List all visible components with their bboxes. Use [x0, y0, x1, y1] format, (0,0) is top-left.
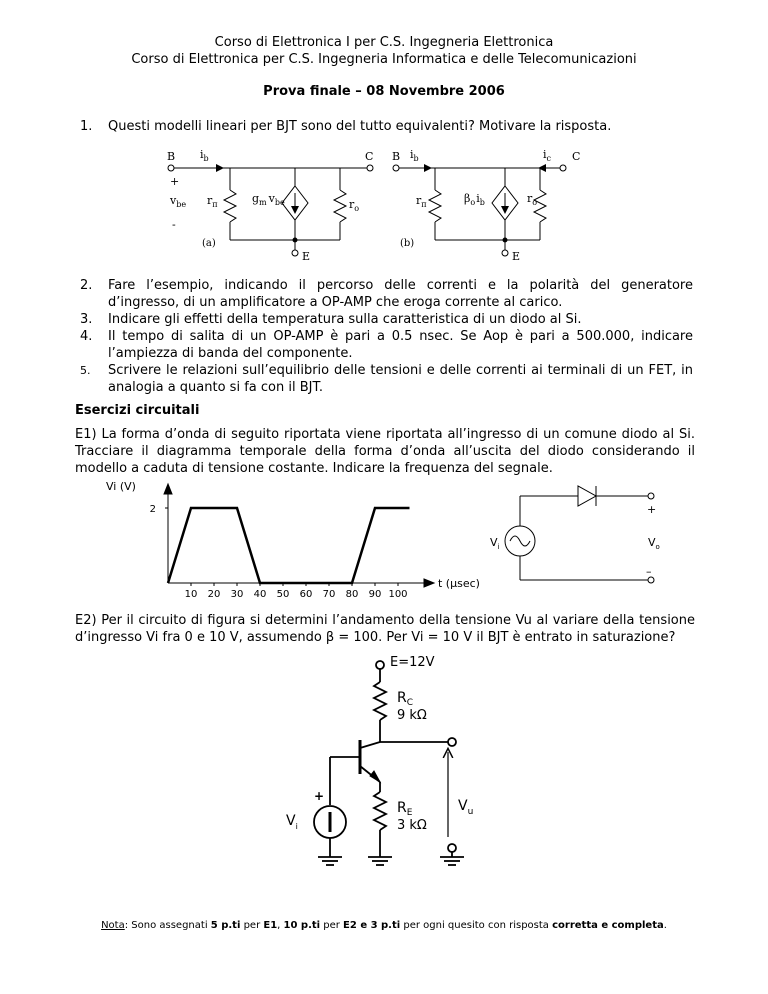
plus-label: + — [170, 175, 180, 188]
bjt-model-b — [393, 165, 566, 256]
question-number: 5. — [80, 364, 91, 377]
exercise-e1-text: E1) La forma d’onda di seguito riportata viene riportata all’ingresso di un comune diodo al Si. Tracciare il diagramma temporale della forma d’onda all’uscita del diodo considerando il modello a caduta di tensione costante. Indicare la frequenza del segnale. — [75, 427, 695, 476]
y-tick-label: 2 — [149, 504, 156, 515]
question-4 — [0, 328, 768, 362]
ib-label: $i_b$ — [410, 148, 419, 163]
x-tick-label: 100 — [388, 589, 408, 598]
rc-resistor — [374, 682, 386, 720]
section-title: Esercizi circuitali — [75, 403, 200, 418]
plus-label: + — [314, 789, 325, 803]
question-text: Fare l’esempio, indicando il percorso delle correnti e la polarità del generatore d’ingresso, di un amplificatore a OP-AMP che eroga corrente al carico. — [108, 278, 693, 310]
re-label: $R_E$ — [397, 800, 413, 818]
node-e-label: E — [302, 250, 311, 263]
bjt-model-a — [168, 165, 373, 256]
vbe-label: $v_{be}$ — [170, 194, 187, 209]
question-text: Il tempo di salita di un OP-AMP è pari a 0.5 nsec. Se Aop è pari a 500.000, indicare l’ampiezza di banda del componente. — [108, 329, 693, 361]
re-value: 3 kΩ — [397, 818, 427, 833]
rpi-label: $r_\pi$ — [207, 194, 218, 209]
question-text: Scrivere le relazioni sull’equilibrio delle tensioni e delle correnti ai terminali di un FET, in analogia a quanto si fa con il BJT. — [108, 363, 693, 395]
x-tick-label: 60 — [299, 589, 313, 598]
question-number: 4. — [80, 329, 93, 344]
e2-bjt-circuit — [270, 652, 530, 882]
vu-label: $V_u$ — [458, 798, 474, 817]
supply-label: E=12V — [390, 655, 435, 670]
waveform-line — [168, 508, 410, 583]
x-tick-label: 70 — [322, 589, 336, 598]
vi-label: $V_i$ — [490, 536, 500, 551]
x-tick-label: 90 — [368, 589, 382, 598]
rc-value: 9 kΩ — [397, 708, 427, 723]
node-b-label: B — [392, 150, 401, 163]
diode-icon — [578, 486, 596, 506]
exam-title: Prova finale – 08 Novembre 2006 — [263, 84, 505, 99]
caption-b: (b) — [400, 238, 415, 249]
x-axis-label: t (μsec) — [438, 577, 480, 590]
node-c-label: C — [365, 150, 374, 163]
x-tick-label: 80 — [345, 589, 359, 598]
node-b-label: B — [167, 150, 176, 163]
node-c-label: C — [572, 150, 581, 163]
plus-label: + — [647, 503, 657, 516]
question-number: 3. — [80, 312, 93, 327]
question-number: 1. — [80, 119, 93, 134]
minus-label: - — [172, 218, 176, 231]
minus-label: – — [646, 565, 652, 578]
rpi-label: $r_\pi$ — [416, 194, 427, 209]
re-resistor — [374, 792, 386, 830]
bjt-models-figure — [160, 140, 600, 265]
x-tick-label: 40 — [253, 589, 267, 598]
x-tick-label: 30 — [230, 589, 244, 598]
caption-a: (a) — [202, 238, 216, 249]
question-number: 2. — [80, 278, 93, 293]
x-tick-label: 10 — [184, 589, 198, 598]
ro-label: $r_o$ — [349, 198, 360, 213]
gm-vbe-label: $g_m$ $v_{be}$ — [252, 192, 285, 207]
x-tick-label: 50 — [276, 589, 290, 598]
beta-ib-label: $\beta_oi_b$ — [464, 192, 485, 207]
ro-label: $r_o$ — [527, 192, 538, 207]
question-5 — [0, 362, 768, 396]
vo-label: $V_o$ — [648, 536, 660, 551]
y-axis-label: Vi (V) — [106, 480, 136, 493]
question-text: Questi modelli lineari per BJT sono del tutto equivalenti? Motivare la risposta. — [108, 119, 612, 134]
e1-diode-circuit — [490, 478, 680, 608]
vi-label: $V_i$ — [286, 813, 298, 831]
question-text: Indicare gli effetti della temperatura sulla caratteristica di un diodo al Si. — [108, 312, 582, 327]
e1-waveform-chart — [100, 478, 480, 598]
grading-note: Nota: Sono assegnati 5 p.ti per E1, 10 p.ti per E2 e 3 p.ti per ogni quesito con risposta corretta e completa. — [101, 920, 667, 931]
ic-label: $i_c$ — [543, 148, 552, 163]
note-label: Nota — [101, 920, 125, 931]
rc-label: $R_C$ — [397, 690, 414, 708]
ib-label: $i_b$ — [200, 148, 209, 163]
x-tick-label: 20 — [207, 589, 221, 598]
node-e-label: E — [512, 250, 521, 263]
course-line-2: Corso di Elettronica per C.S. Ingegneria Informatica e delle Telecomunicazioni — [131, 52, 637, 67]
question-2 — [0, 277, 768, 311]
exercise-e2-text: E2) Per il circuito di figura si determini l’andamento della tensione Vu al variare della tensione d’ingresso Vi fra 0 e 10 V, assumendo β = 100. Per Vi = 10 V il BJT è entrato in saturazione? — [75, 613, 695, 645]
course-line-1: Corso di Elettronica I per C.S. Ingegneria Elettronica — [214, 35, 554, 50]
